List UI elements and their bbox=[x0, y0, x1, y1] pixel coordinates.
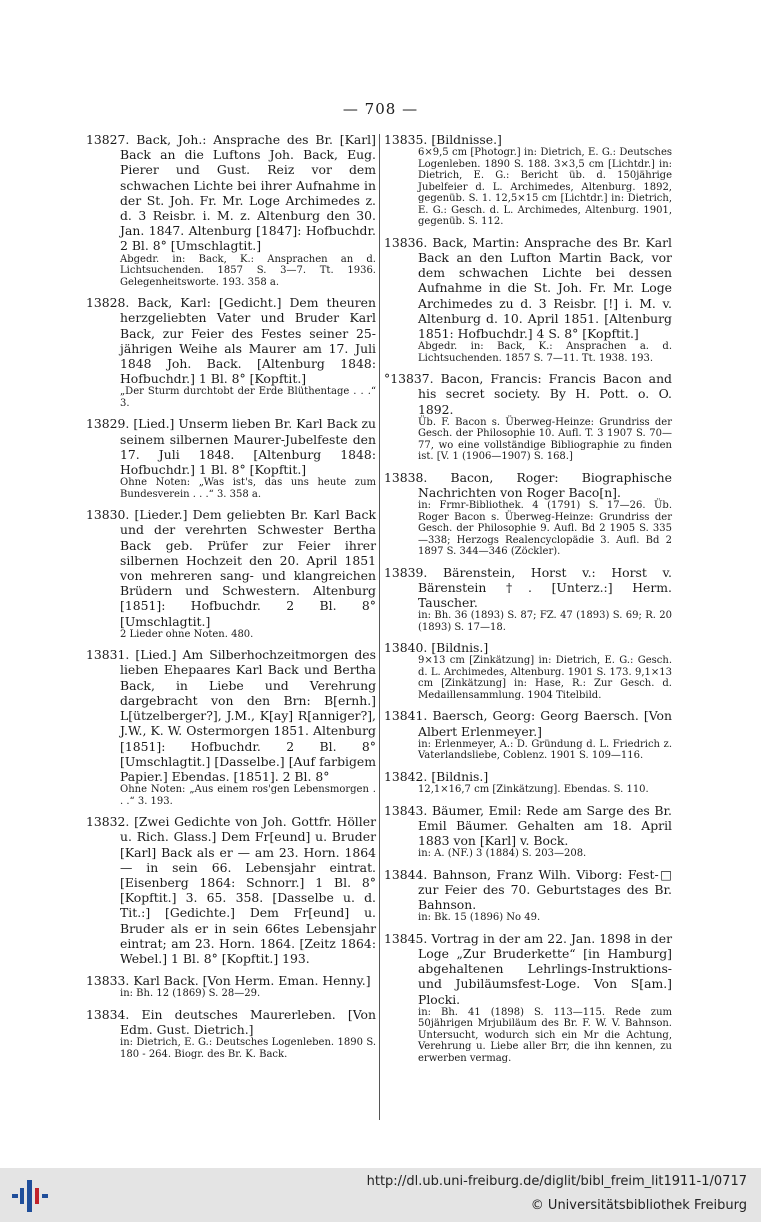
permalink-link[interactable]: http://dl.ub.uni-freiburg.de/diglit/bibl_freim_lit1911-1/0717 bbox=[366, 1174, 747, 1189]
entry: 13828. Back, Karl: [Gedicht.] Dem theuren herzgeliebten Vater und Bruder Karl Back, zur Feier des Festes seiner 25-jährigen Weihe als Maurer am 17. Juli 1848 Joh. Back. [Altenburg 1848: Hofbuchdr.] 1 Bl. 8° [Kopftit.] „Der Sturm durchtobt der Erde Blüthentage . . .“ 3. bbox=[86, 295, 376, 409]
copyright-text: © Universitätsbibliothek Freiburg bbox=[530, 1198, 747, 1213]
entry: 13833. Karl Back. [Von Herm. Eman. Henny.] in: Bh. 12 (1869) S. 28—29. bbox=[86, 973, 371, 1000]
entry: 13836. Back, Martin: Ansprache des Br. Karl Back an den Lufton Martin Back, vor dem schwachen Lichte bei dessen Aufnahme in die St. Joh. Fr. Mr. Loge Archimedes zu d. 3 Reisbr. [!] i. M. v. Altenburg d. 10. April 1851. [Altenburg 1851: Hofbuchdr.] 4 S. 8° [Kopftit.] Abgedr. in: Back, K.: Ansprachen a. d. Lichtsuchenden. 1857 S. 7—11. Tt. 1938. 193. bbox=[384, 234, 672, 364]
entry: 13841. Baersch, Georg: Georg Baersch. [Von Albert Erlenmeyer.] in: Erlenmeyer, A.: D. Gründung d. L. Friedrich z. Vaterlandsliebe, Coblenz. 1901 S. 109—116. bbox=[384, 708, 672, 762]
entry: 13834. Ein deutsches Maurerleben. [Von Edm. Gust. Dietrich.] in: Dietrich, E. G.: Deutsches Logenleben. 1890 S. 180 - 264. Biogr. des Br. K. Back. bbox=[86, 1006, 376, 1060]
entry: 13838. Bacon, Roger: Biographische Nachrichten von Roger Baco[n]. in: Frmr-Bibliothek. 4 (1791) S. 17—26. Üb. Roger Bacon s. Überweg-Heinze: Grundriss der Gesch. der Philosophie 9. Aufl. Bd 2 1905 S. 335—338; Herzogs Realencyclopädie 3. Aufl. Bd 2 1897 S. 344—346 (Zöckler). bbox=[384, 469, 672, 558]
entry: 13844. Bahnson, Franz Wilh. Viborg: Fest-□ zur Feier des 70. Geburtstages des Br. Bahnson. in: Bk. 15 (1896) No 49. bbox=[384, 866, 672, 924]
entry: 13830. [Lieder.] Dem geliebten Br. Karl Back und der verehrten Schwester Bertha Back geb. Prüfer zur Feier ihrer silbernen Hochzeit den 20. April 1851 von mehreren sang- und klangreichen Brüdern und Schwestern. Altenburg [1851]: Hofbuchdr. 2 Bl. 8° [Umschlagtit.] 2 Lieder ohne Noten. 480. bbox=[86, 507, 376, 640]
left-column bbox=[86, 132, 376, 1067]
entry: 13835. [Bildnisse.] 6×9,5 cm [Photogr.] in: Dietrich, E. G.: Deutsches Logenleben. 1890 S. 188. 3×3,5 cm [Lichtdr.] in: Dietrich, E. G.: Bericht üb. d. 150jährige Jubelfeier d. L. Archimedes, Altenburg. 1892, gegenüb. S. 1. 12,5×15 cm [Lichtdr.] in: Dietrich, E. G.: Gesch. d. L. Archimedes, Altenburg. 1901, gegenüb. S. 112. bbox=[384, 132, 672, 228]
column-divider bbox=[379, 134, 380, 1120]
entry: 13827. Back, Joh.: Ansprache des Br. [Karl] Back an die Luftons Joh. Back, Eug. Pierer und Gust. Reiz vor dem schwachen Lichte bei ihrer Aufnahme in der St. Joh. Fr. Mr. Loge Archimedes z. d. 3 Reisbr. i. M. z. Altenburg den 30. Jan. 1847. Altenburg [1847]: Hofbuchdr. 2 Bl. 8° [Umschlagtit.] Abgedr. in: Back, K.: Ansprachen an d. Lichtsuchenden. 1857 S. 3—7. Tt. 1936. Gelegenheitsworte. 193. 358 a. bbox=[86, 132, 376, 288]
entry: 13832. [Zwei Gedichte von Joh. Gottfr. Höller u. Rich. Glass.] Dem Fr[eund] u. Bruder [Karl] Back als er — am 23. Horn. 1864 — in sein 66. Lebensjahr eintrat. [Eisenberg 1864: Schnorr.] 1 Bl. 8° [Kopftit.] 3. 65. 358. [Dasselbe u. d. Tit.:] [Gedichte.] Dem Fr[eund] u. Bruder als er in sein 66tes Lebensjahr eintrat; am 23. Horn. 1864. [Zeitz 1864: Webel.] 1 Bl. 8° [Kopftit.] 193. bbox=[86, 814, 376, 966]
entry: 13839. Bärenstein, Horst v.: Horst v. Bärenstein †. [Unterz.:] Herm. Tauscher. in: Bh. 36 (1893) S. 87; FZ. 47 (1893) S. 69; R. 20 (1893) S. 17—18. bbox=[384, 564, 672, 633]
entry: 13843. Bäumer, Emil: Rede am Sarge des Br. Emil Bäumer. Gehalten am 18. April 1883 von [Karl] v. Bock. in: A. (NF.) 3 (1884) S. 203—208. bbox=[384, 802, 672, 860]
page-number: — 708 — bbox=[342, 100, 419, 118]
footer-bar bbox=[0, 1168, 761, 1222]
entry: °13837. Bacon, Francis: Francis Bacon and his secret society. By H. Pott. o. O. 1892. Üb. F. Bacon s. Überweg-Heinze: Grundriss der Gesch. der Philosophie 10. Aufl. T. 3 1907 S. 70—77, wo eine vollständige Bibliographie zu finden ist. [V. 1 (1906—1907) S. 168.] bbox=[384, 371, 672, 463]
entry: 13840. [Bildnis.] 9×13 cm [Zinkätzung] in: Dietrich, E. G.: Gesch. d. L. Archimedes, Altenburg. 1901 S. 173. 9,1×13 cm [Zinkätzung] in: Hase, R.: Zur Gesch. d. Medaillensammlung. 1904 Titelbild. bbox=[384, 640, 672, 701]
entry: 13845. Vortrag in der am 22. Jan. 1898 in der Loge „Zur Bruderkette“ [in Hamburg] abgehaltenen Lehrlings-Instruktions- und Jubiläumsfest-Loge. Von S[am.] Plocki. in: Bh. 41 (1898) S. 113—115. Rede zum 50jährigen Mrjubiläum des Br. F. W. V. Bahnson. Untersucht, wodurch sich ein Mr die Achtung, Verehrung u. Liebe aller Brr, die ihn kennen, zu erwerben vermag. bbox=[384, 930, 672, 1064]
right-column bbox=[384, 132, 672, 1071]
entry: 13831. [Lied.] Am Silberhochzeitmorgen des lieben Ehepaares Karl Back und Bertha Back, in Liebe und Verehrung dargebracht von den Brn: B[ernh.] L[ützelberger?], J.M., K[ay] R[anniger?], J.W., K. W. Ostermorgen 1851. Altenburg [1851]: Hofbuchdr. 2 Bl. 8° [Umschlagtit.] [Dasselbe.] [Auf farbigem Papier.] Ebendas. [1851]. 2 Bl. 8° Ohne Noten: „Aus einem ros'gen Lebensmorgen . . .“ 3. 193. bbox=[86, 647, 376, 807]
entry: 13829. [Lied.] Unserm lieben Br. Karl Back zu seinem silbernen Maurer-Jubelfeste den 17. Juli 1848. [Altenburg 1848: Hofbuchdr.] 1 Bl. 8° [Kopftit.] Ohne Noten: „Was ist's, das uns heute zum Bundesverein . . .“ 3. 358 a. bbox=[86, 416, 376, 500]
entry: 13842. [Bildnis.] 12,1×16,7 cm [Zinkätzung]. Ebendas. S. 110. bbox=[384, 768, 649, 796]
library-logo-icon bbox=[10, 1176, 50, 1216]
